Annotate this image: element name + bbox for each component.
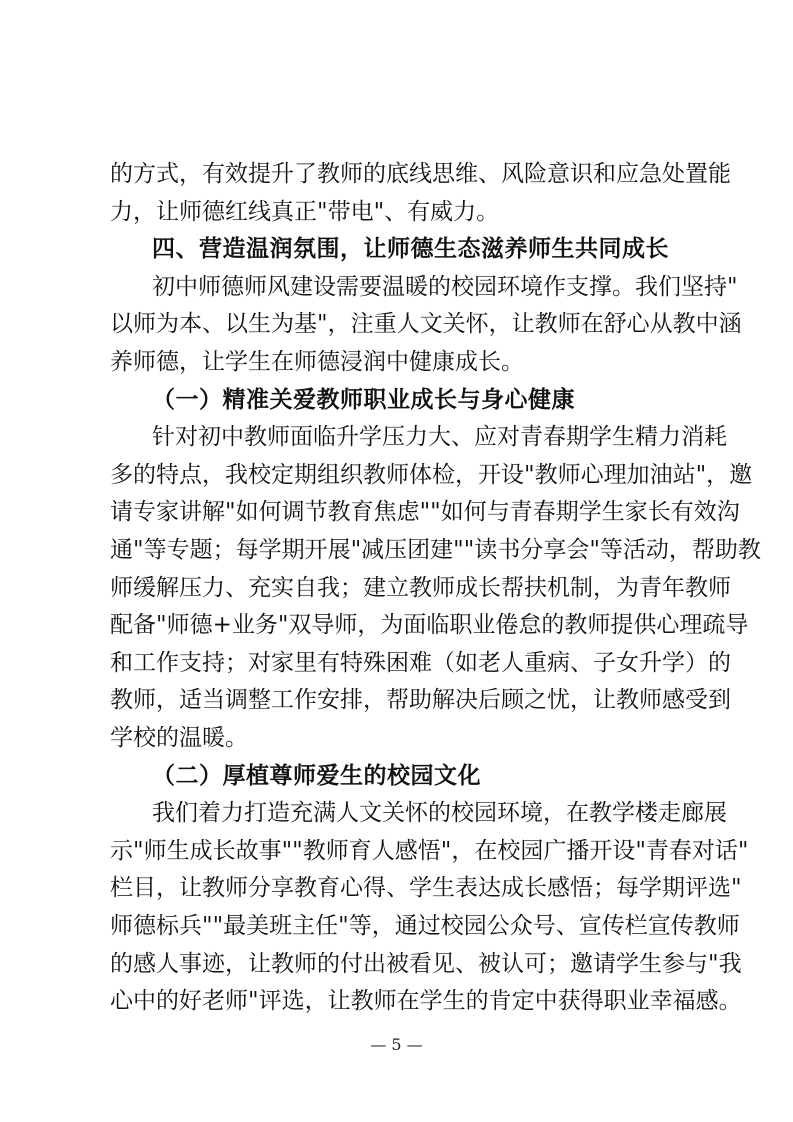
body-text-line: 力，让师德红线真正"带电"、有威力。 — [110, 199, 500, 225]
body-text-line: 示"师生成长故事""教师育人感悟"，在校园广播开设"青春对话" — [110, 838, 749, 864]
subsection-heading: （二）厚植尊师爱生的校园文化 — [152, 762, 481, 789]
body-text-line: 师德标兵""最美班主任"等，通过校园公众号、宣传栏宣传教师 — [110, 913, 740, 939]
body-text-line: 的方式，有效提升了教师的底线思维、风险意识和应急处置能 — [110, 161, 731, 187]
body-text-line: 心中的好老师"评选，让教师在学生的肯定中获得职业幸福感。 — [110, 988, 742, 1014]
body-text-line: 栏目，让教师分享教育心得、学生表达成长感悟；每学期评选" — [110, 875, 742, 901]
body-text-line: 养师德，让学生在师德浸润中健康成长。 — [110, 349, 524, 375]
body-text-line: 请专家讲解"如何调节教育焦虑""如何与青春期学生家长有效沟 — [110, 499, 740, 525]
body-text-line: 多的特点，我校定期组织教师体检，开设"教师心理加油站"，邀 — [110, 462, 753, 488]
body-text-line: 我们着力打造充满人文关怀的校园环境，在教学楼走廊展 — [152, 800, 727, 826]
body-text-line: 教师，适当调整工作安排，帮助解决后顾之忧，让教师感受到 — [110, 687, 731, 713]
body-text-line: 以师为本、以生为基"，注重人文关怀，让教师在舒心从教中涵 — [110, 311, 742, 337]
body-text-line: 和工作支持；对家里有特殊困难（如老人重病、子女升学）的 — [110, 650, 731, 676]
body-text-line: 通"等专题；每学期开展"减压团建""读书分享会"等活动，帮助教 — [110, 537, 761, 563]
body-text-line: 师缓解压力、充实自我；建立教师成长帮扶机制，为青年教师 — [110, 575, 731, 601]
body-text-line: 初中师德师风建设需要温暖的校园环境作支撑。我们坚持" — [152, 274, 738, 300]
body-text-line: 学校的温暖。 — [110, 725, 248, 751]
body-text-line: 针对初中教师面临升学压力大、应对青春期学生精力消耗 — [152, 424, 727, 450]
body-text-line: 的感人事迹，让教师的付出被看见、被认可；邀请学生参与"我 — [110, 951, 742, 977]
section-heading: 四、营造温润氛围，让师德生态滋养师生共同成长 — [152, 235, 669, 262]
page-number: — 5 — — [370, 1035, 423, 1054]
body-text-line: 配备"师德+业务"双导师，为面临职业倦怠的教师提供心理疏导 — [110, 612, 749, 638]
subsection-heading: （一）精准关爱教师职业成长与身心健康 — [152, 386, 575, 413]
